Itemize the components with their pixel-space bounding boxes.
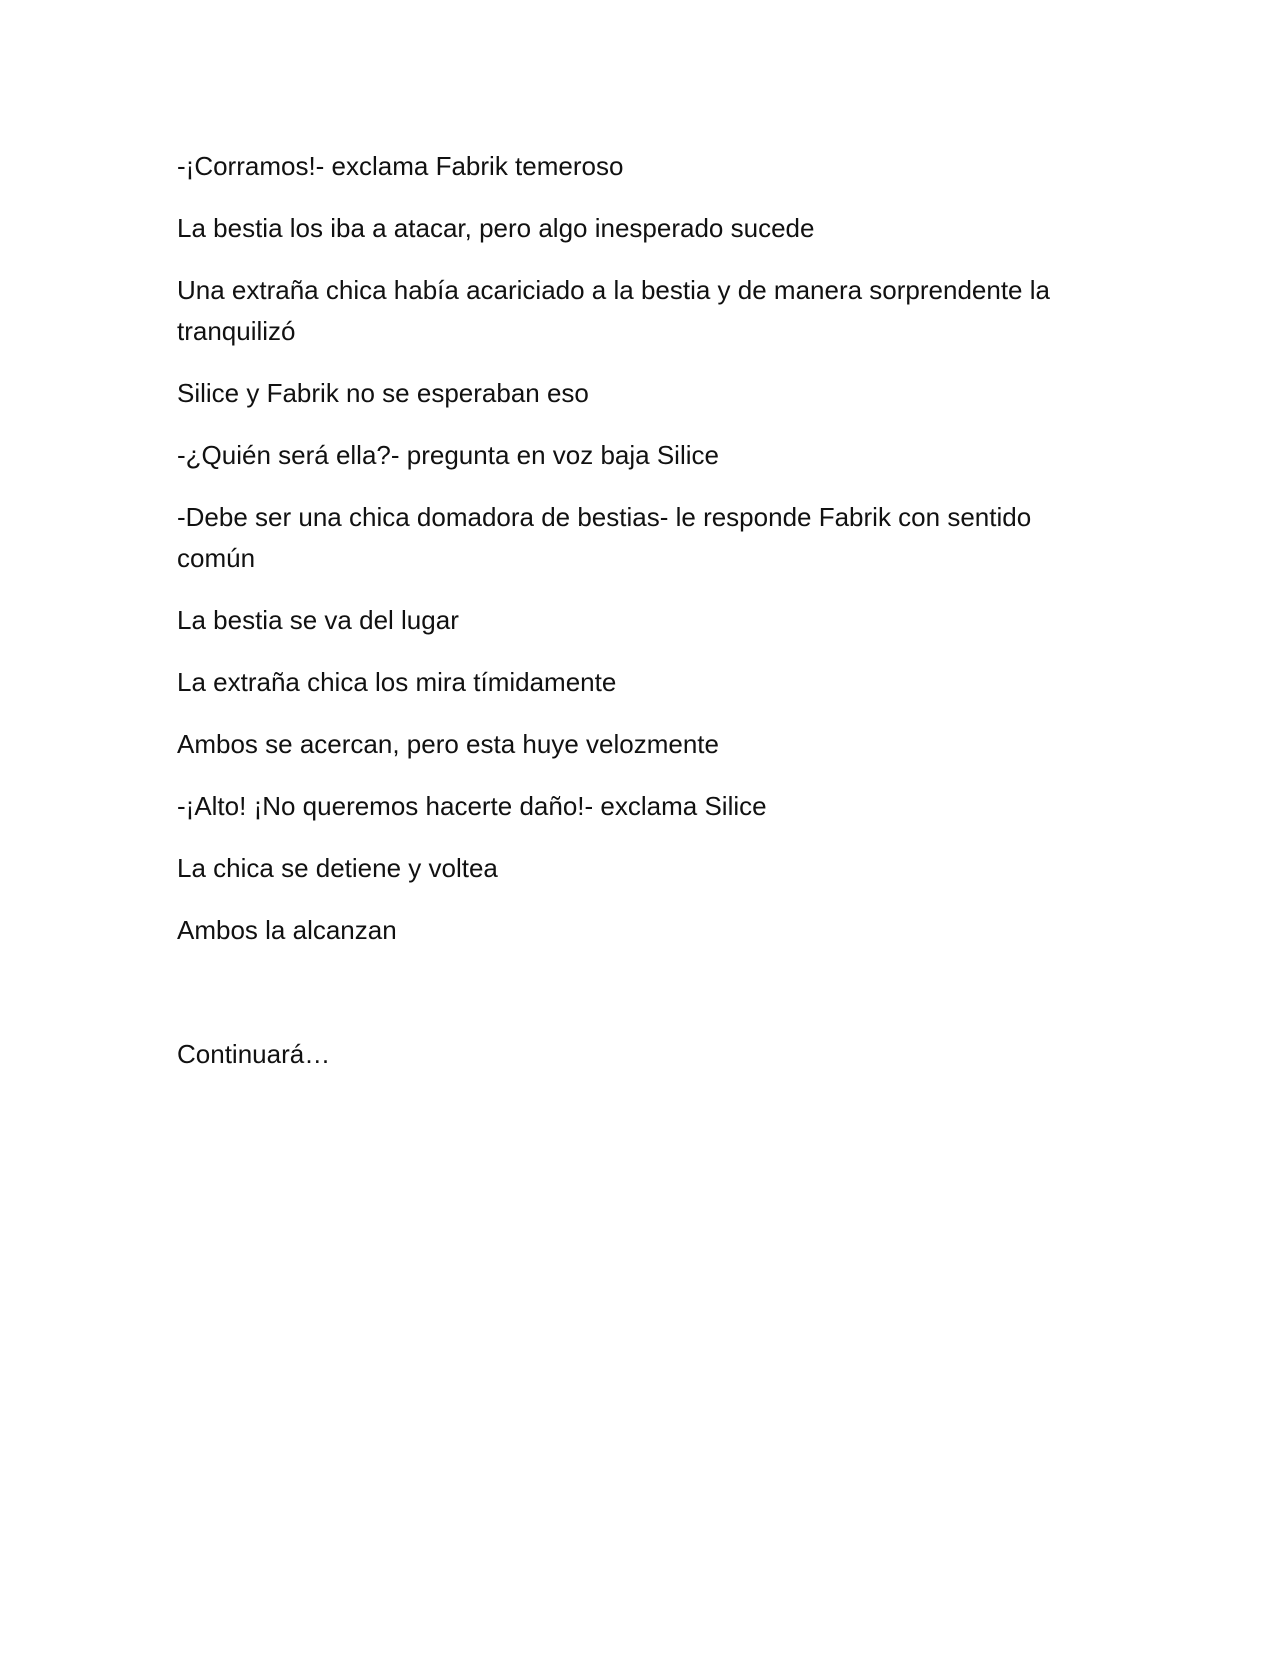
paragraph-1: -¡Corramos!- exclama Fabrik temeroso — [177, 151, 624, 181]
paragraph-8: La extraña chica los mira tímidamente — [177, 667, 617, 697]
paragraph-4: Silice y Fabrik no se esperaban eso — [177, 378, 589, 408]
paragraph-10: -¡Alto! ¡No queremos hacerte daño!- exclama Silice — [177, 791, 767, 821]
closing-line: Continuará… — [177, 1039, 331, 1069]
paragraph-5: -¿Quién será ella?- pregunta en voz baja Silice — [177, 440, 719, 470]
paragraph-7: La bestia se va del lugar — [177, 605, 459, 635]
paragraph-9: Ambos se acercan, pero esta huye velozmente — [177, 729, 719, 759]
paragraph-2: La bestia los iba a atacar, pero algo inesperado sucede — [177, 213, 815, 243]
blank-line — [177, 972, 1097, 1013]
paragraph-12: Ambos la alcanzan — [177, 915, 397, 945]
document-body — [177, 146, 1097, 1096]
paragraph-11: La chica se detiene y voltea — [177, 853, 498, 883]
paragraph-6: -Debe ser una chica domadora de bestias- le responde Fabrik con sentido común — [177, 502, 1032, 573]
paragraph-3: Una extraña chica había acariciado a la bestia y de manera sorprendente la tranquilizó — [177, 275, 1050, 346]
